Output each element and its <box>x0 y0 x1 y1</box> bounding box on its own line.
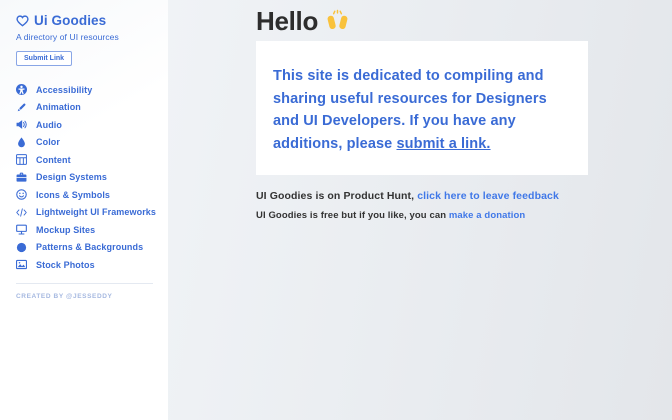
design-systems-icon <box>16 172 27 183</box>
heart-icon <box>16 15 29 27</box>
audio-icon <box>16 119 27 130</box>
sidebar-nav <box>16 81 157 274</box>
sidebar-item-label: Icons & Symbols <box>36 189 111 200</box>
submit-a-link[interactable]: submit a link. <box>396 135 491 152</box>
sidebar-item-label: Patterns & Backgrounds <box>36 242 144 253</box>
submit-link-button[interactable]: Submit Link <box>16 51 72 66</box>
sidebar-item-design-systems[interactable] <box>16 169 154 187</box>
producthunt-line <box>256 190 672 202</box>
sidebar-item-label: Color <box>36 137 60 148</box>
sidebar-item-stock-photos[interactable] <box>16 256 154 274</box>
donation-line <box>256 210 672 221</box>
feedback-link[interactable]: click here to leave feedback <box>417 190 559 202</box>
sidebar-item-label: Design Systems <box>36 172 107 183</box>
sidebar-item-content[interactable] <box>16 151 154 169</box>
sidebar-item-label: Accessibility <box>36 84 93 95</box>
credit-link[interactable]: CREATED BY @JESSEDDY <box>16 292 113 300</box>
main-content <box>168 0 672 420</box>
sidebar-divider <box>16 283 153 284</box>
page-title <box>256 8 672 34</box>
sidebar-item-label: Mockup Sites <box>36 224 96 235</box>
intro-text: This site is dedicated to compiling and sharing useful resources for Designers and UI Developers. If you have any additions, please <box>273 68 547 152</box>
color-icon <box>16 137 27 148</box>
donation-text: UI Goodies is free but if you like, you can <box>256 210 449 221</box>
sidebar-item-color[interactable] <box>16 134 154 152</box>
donation-link[interactable]: make a donation <box>448 210 526 221</box>
animation-icon <box>16 102 27 113</box>
sidebar <box>0 0 168 420</box>
sidebar-item-animation[interactable] <box>16 99 154 117</box>
content-icon <box>16 154 27 165</box>
producthunt-text: UI Goodies is on Product Hunt, <box>256 190 418 202</box>
sidebar-item-icons-symbols[interactable] <box>16 186 154 204</box>
site-title: Ui Goodies <box>34 13 107 28</box>
sidebar-item-patterns-backgrounds[interactable] <box>16 239 154 257</box>
intro-card <box>256 41 588 175</box>
sidebar-item-lightweight-ui-frameworks[interactable] <box>16 204 157 222</box>
mockup-sites-icon <box>16 224 27 235</box>
sidebar-item-label: Lightweight UI Frameworks <box>36 207 157 218</box>
icons-symbols-icon <box>16 189 27 200</box>
sidebar-item-label: Stock Photos <box>36 259 95 270</box>
sidebar-item-label: Audio <box>36 119 62 130</box>
hello-text: Hello <box>256 6 319 36</box>
patterns-icon <box>16 242 27 253</box>
sidebar-item-mockup-sites[interactable] <box>16 221 154 239</box>
sidebar-item-audio[interactable] <box>16 116 154 134</box>
sidebar-item-accessibility[interactable] <box>16 81 154 99</box>
intro-paragraph <box>273 65 575 155</box>
sidebar-item-label: Content <box>36 154 71 165</box>
logo[interactable] <box>16 13 154 28</box>
code-icon <box>16 207 27 218</box>
stock-photos-icon <box>16 259 27 270</box>
site-subtitle: A directory of UI resources <box>16 32 119 42</box>
raising-hands-emoji <box>325 7 350 32</box>
accessibility-icon <box>16 84 27 95</box>
sidebar-item-label: Animation <box>36 102 81 113</box>
